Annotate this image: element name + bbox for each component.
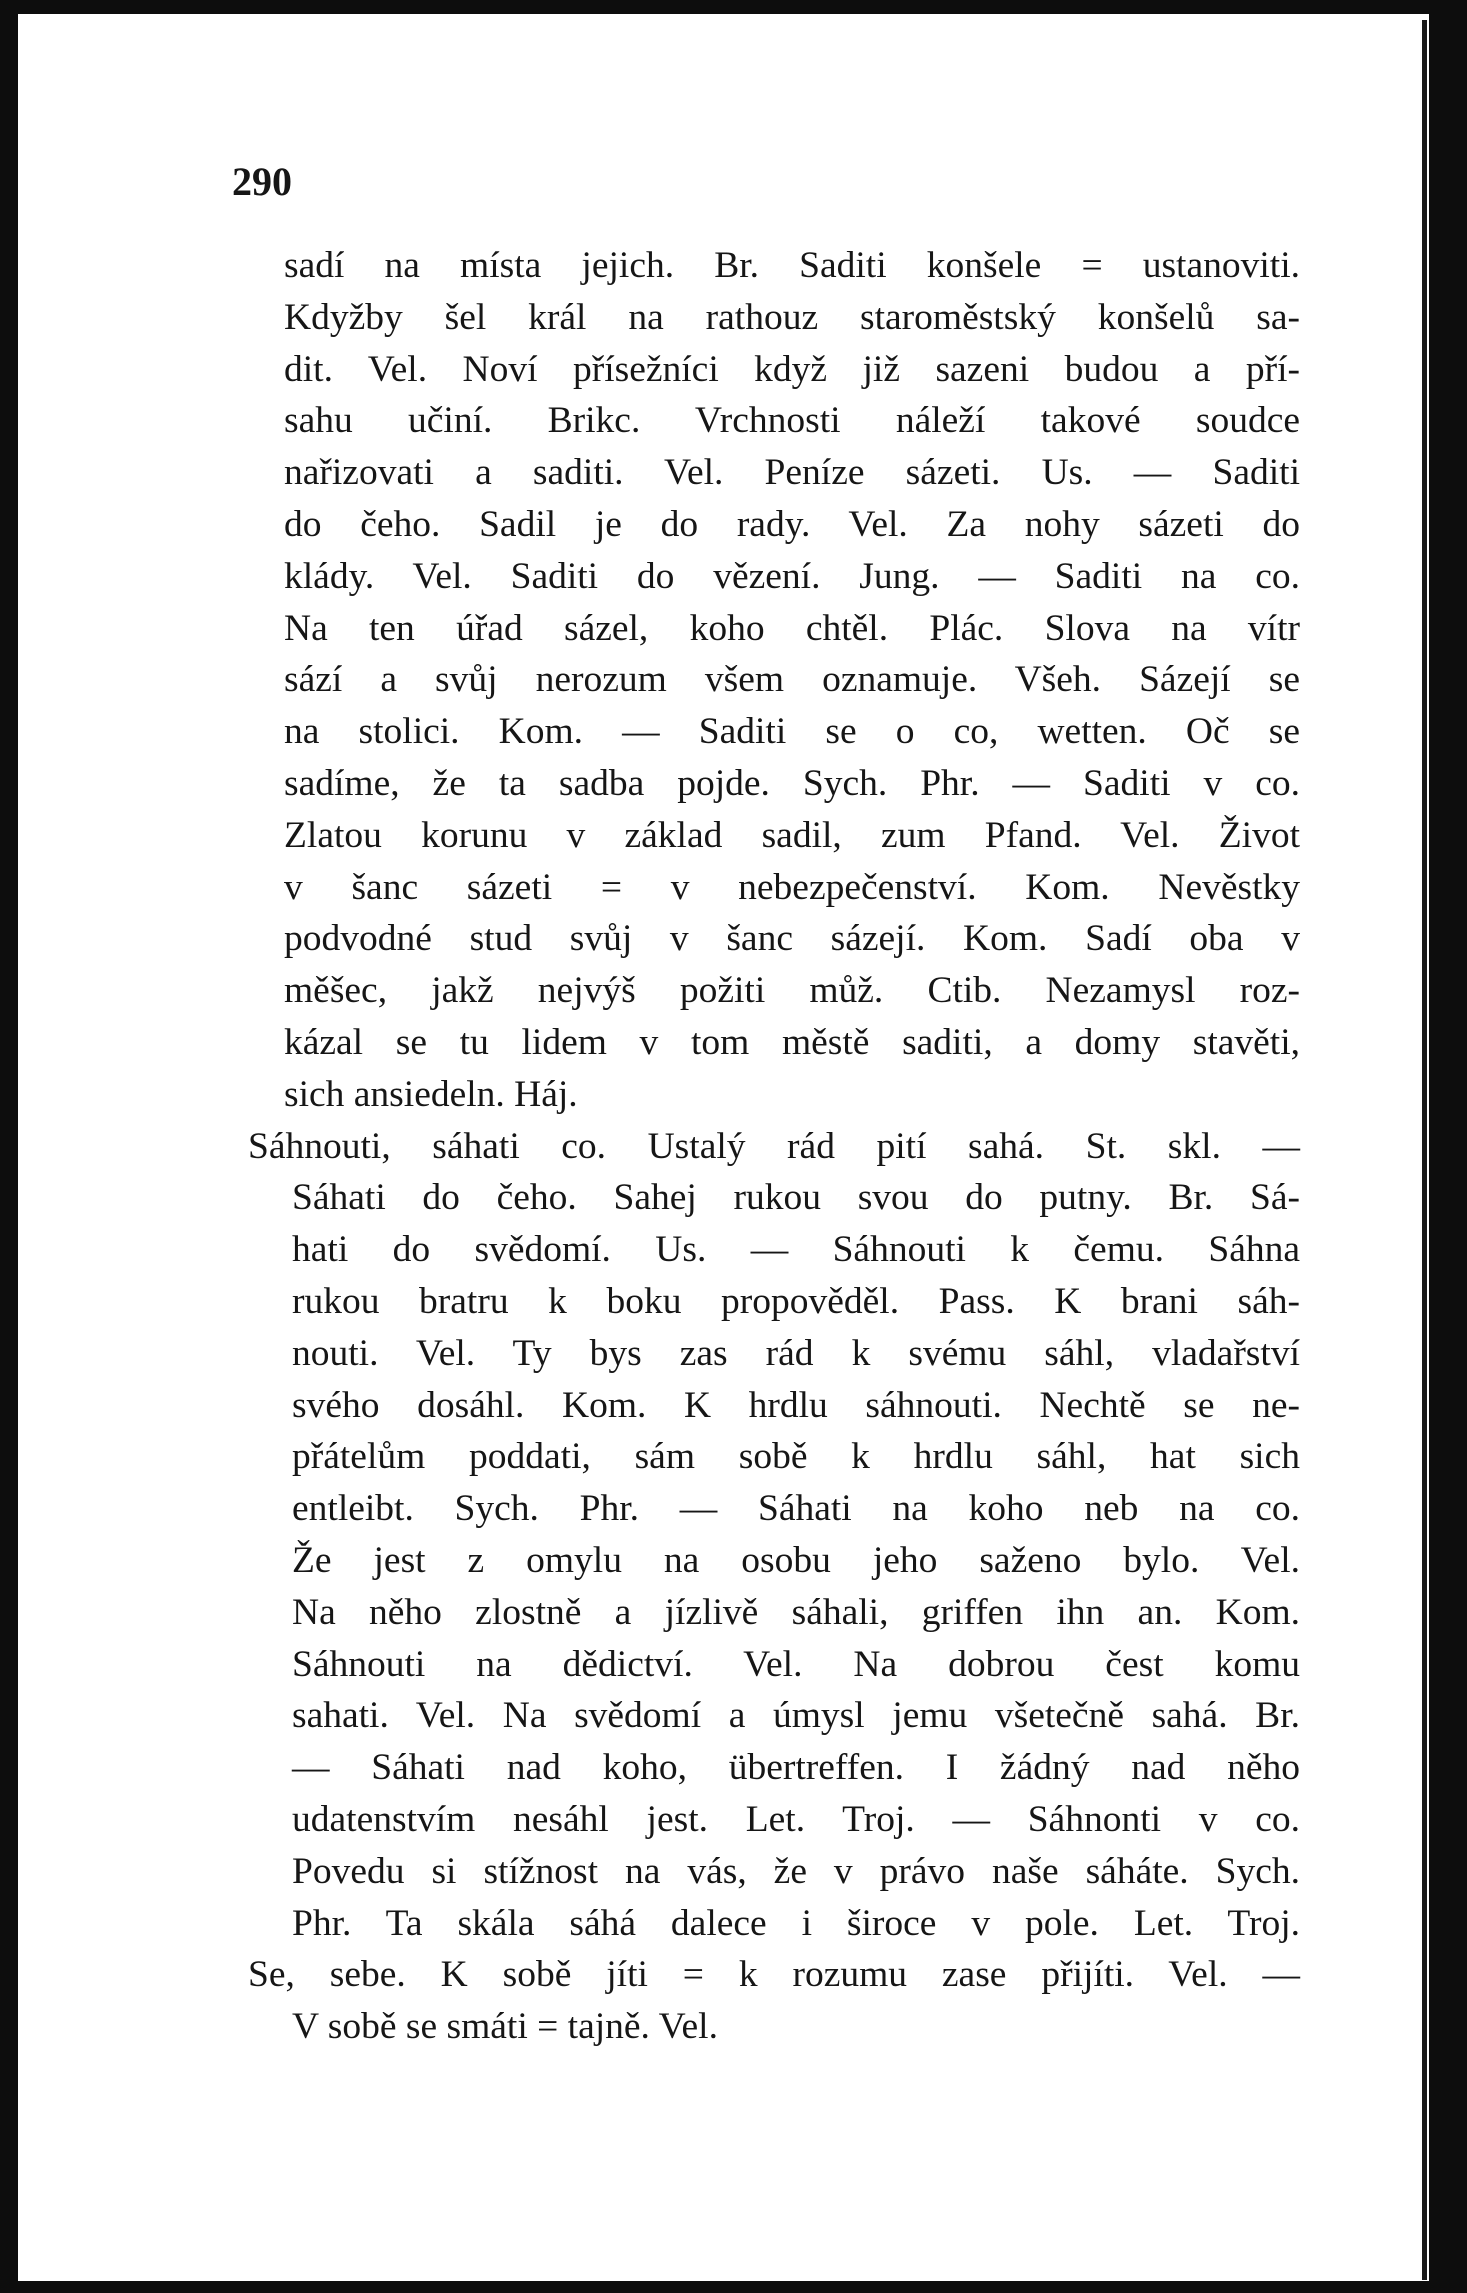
text-line: Na něho zlostně a jízlivě sáhali, griffen ihn an. Kom. (292, 1591, 1300, 1633)
text-line: nařizovati a saditi. Vel. Peníze sázeti. Us. — Saditi (284, 452, 1300, 494)
text-line: nouti. Vel. Ty bys zas rád k svému sáhl, vladařství (292, 1332, 1300, 1374)
text-line: Zlatou korunu v základ sadil, zum Pfand. Vel. Život (284, 814, 1300, 856)
text-line: — Sáhati nad koho, übertreffen. I žádný nad něho (292, 1747, 1300, 1789)
text-line: sází a svůj nerozum všem oznamuje. Všeh. Sázejí se (284, 659, 1300, 701)
scan-border-bottom (0, 2281, 1467, 2293)
text-line: měšec, jakž nejvýš požiti můž. Ctib. Nezamysl roz- (284, 970, 1300, 1012)
scan-border-left (0, 0, 18, 2293)
scan-border-right-line (1422, 20, 1427, 2280)
scan-border-right (1429, 0, 1467, 2293)
text-line: hati do svědomí. Us. — Sáhnouti k čemu. Sáhna (292, 1229, 1300, 1271)
text-line: klády. Vel. Saditi do vězení. Jung. — Saditi na co. (284, 555, 1300, 597)
text-line: Sáhati do čeho. Sahej rukou svou do putny. Br. Sá- (292, 1177, 1300, 1219)
text-line: kázal se tu lidem v tom městě saditi, a domy stavěti, (284, 1021, 1300, 1063)
text-line: podvodné stud svůj v šanc sázejí. Kom. Sadí oba v (284, 918, 1300, 960)
dictionary-text (240, 240, 1300, 2053)
scan-border-top (0, 0, 1467, 14)
text-line: přátelům poddati, sám sobě k hrdlu sáhl, hat sich (292, 1436, 1300, 1478)
text-line: sich ansiedeln. Háj. (284, 1073, 578, 1115)
text-line: entleibt. Sych. Phr. — Sáhati na koho neb na co. (292, 1488, 1300, 1530)
text-line: svého dosáhl. Kom. K hrdlu sáhnouti. Nechtě se ne- (292, 1384, 1300, 1426)
text-line: dit. Vel. Noví přísežníci když již sazeni budou a pří- (284, 348, 1300, 390)
text-line: sadí na místa jejich. Br. Saditi konšele = ustanoviti. (284, 245, 1300, 286)
text-line: V sobě se smáti = tajně. Vel. (292, 2006, 718, 2048)
text-line: udatenstvím nesáhl jest. Let. Troj. — Sáhnonti v co. (292, 1798, 1300, 1840)
text-line: Sáhnouti na dědictví. Vel. Na dobrou čest komu (292, 1643, 1300, 1685)
text-line: sahati. Vel. Na svědomí a úmysl jemu všetečně sahá. Br. (292, 1695, 1300, 1737)
text-line: sahu učiní. Brikc. Vrchnosti náleží takové soudce (284, 400, 1300, 442)
text-line: Phr. Ta skála sáhá dalece i široce v pole. Let. Troj. (292, 1902, 1300, 1944)
text-line: na stolici. Kom. — Saditi se o co, wetten. Oč se (284, 711, 1300, 753)
text-line: do čeho. Sadil je do rady. Vel. Za nohy sázeti do (284, 503, 1300, 545)
text-line: v šanc sázeti = v nebezpečenství. Kom. Nevěstky (284, 866, 1300, 908)
entry-headline: Se, sebe. K sobě jíti = k rozumu zase přijíti. Vel. — (248, 1954, 1300, 1996)
text-line: rukou bratru k boku propověděl. Pass. K brani sáh- (292, 1280, 1300, 1322)
text-line: Kdyžby šel král na rathouz staroměstský konšelů sa- (284, 296, 1300, 338)
text-line: Na ten úřad sázel, koho chtěl. Plác. Slova na vítr (284, 607, 1300, 649)
entry-headline: Sáhnouti, sáhati co. Ustalý rád pití sahá. St. skl. — (248, 1125, 1300, 1167)
text-line: Povedu si stížnost na vás, že v právo naše sáháte. Sych. (292, 1850, 1300, 1892)
text-line: Že jest z omylu na osobu jeho saženo bylo. Vel. (292, 1539, 1300, 1581)
text-line: sadíme, že ta sadba pojde. Sych. Phr. — Saditi v co. (284, 762, 1300, 804)
page-number: 290 (232, 159, 292, 204)
